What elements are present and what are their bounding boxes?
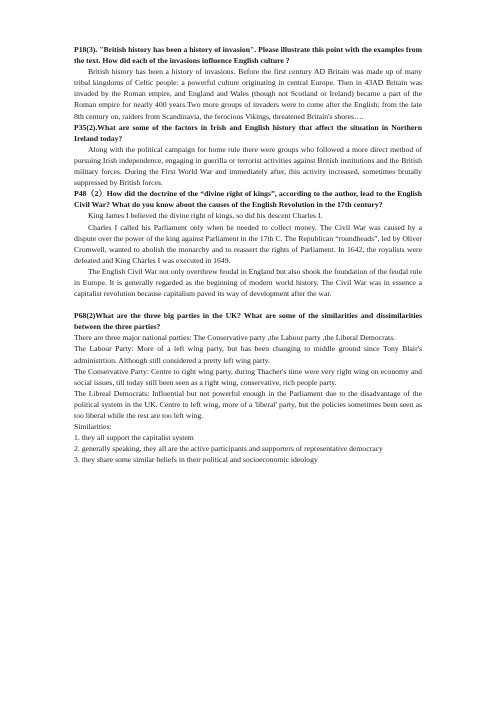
answer-paragraph: British history has been a history of invasions. Before the first century AD Britain was made up of many tribal kingdoms of Celtic people: a powerful culture originating in central Europe. Then in 43AD Britain was invaded by the Roman empire, and England and Wales (though not Scotland or Ireland) became a part of the Roman empire for nearly 400 years.Two more groups of invaders were to come after the English: from the late 8th century on, raiders from Scandinavia, the ferocious Vikings, threatened Britain's shores…. [74,67,422,121]
list-item: 1. they all support the capitalist system [74,433,194,443]
similarities-list [74,432,422,465]
list-item: 2. generally speaking, they all are the active participants and supporters of representative democracy [74,444,383,454]
question-heading: P18(3). "British history has been a history of invasion". Please illustrate this point with the examples from the text. How did each of the invasions influence English culture ? [74,45,422,66]
answer-paragraph: The Libreal Democrats: Influential but not powerful enough in the Parliament due to the disadvantage of the political system in the UK. Centre to left wing, more of a 'liberal' party, but the policies sometimes been seen as too liberal while the rest are too left wing. [74,388,422,420]
list-item: 3. they share some similar beliefs in their political and socioeconomic ideology [74,455,318,465]
answer-paragraph: There are three major national parties: The Conservative party ,the Labour party ,the Liberal Democrats. [74,333,396,343]
answer-paragraph: The English Civil War not only overthrew feudal in England but also shook the foundation of the feudal rule in Europe. It is generally regarded as the beginning of modern world history. The Civil War was in essence a capitalist revolution because capitalism paved its way of development after the war. [74,266,422,299]
question-heading: P35(2).What are some of the factors in Irish and English history that affect the situation in Northern Ireland today? [74,122,422,143]
answer-paragraph: Along with the political campaign for home rule there were groups who followed a more direct method of pursuing Irish independence, engaging in guerilla or terrorist activities against British institutions and the British military forces. During the First World War and immediately after, this activity increased, sometimes brutally suppressed by British forces. [74,144,422,188]
answer-paragraph: King James I believed the divine right of kings, so did his descent Charles I. [88,211,323,221]
answer-paragraph: The Labour Party: More of a left wing party, but has been changing to middle ground since Tony Blair's administrtion. Although still considered a pretty left wing party. [74,344,422,365]
answer-paragraph: Charles I called his Parliament only when he needed to collect money. The Civil War was caused by a dispute over the power of the king against Parliament in the 17th C. The Republican “roundheads”, led by Oliver Cromwell, wanted to abolish the monarchy and to reassert the rights of Parliament. In 1642, the royalists were defeated and King Charles I was executed in 1649. [74,222,422,265]
question-heading: P48（2）How did the doctrine of the “divine right of kings”, according to the author, lead to the English Civil War? What do you know about the causes of the English Revolution in the 17th century? [74,189,422,210]
paragraph-gap [74,299,422,310]
similarities-label: Similarities: [74,422,112,432]
question-heading: P68(2)What are the three big parties in the UK? What are some of the similarities and dissimilarities between the three parties? [74,311,422,332]
answer-paragraph: The Conservative Party: Centre to right wing party, during Thacher's time were very right wing on economy and social issues, till today still been seen as a right wing, conservative, rich people party. [74,366,422,387]
